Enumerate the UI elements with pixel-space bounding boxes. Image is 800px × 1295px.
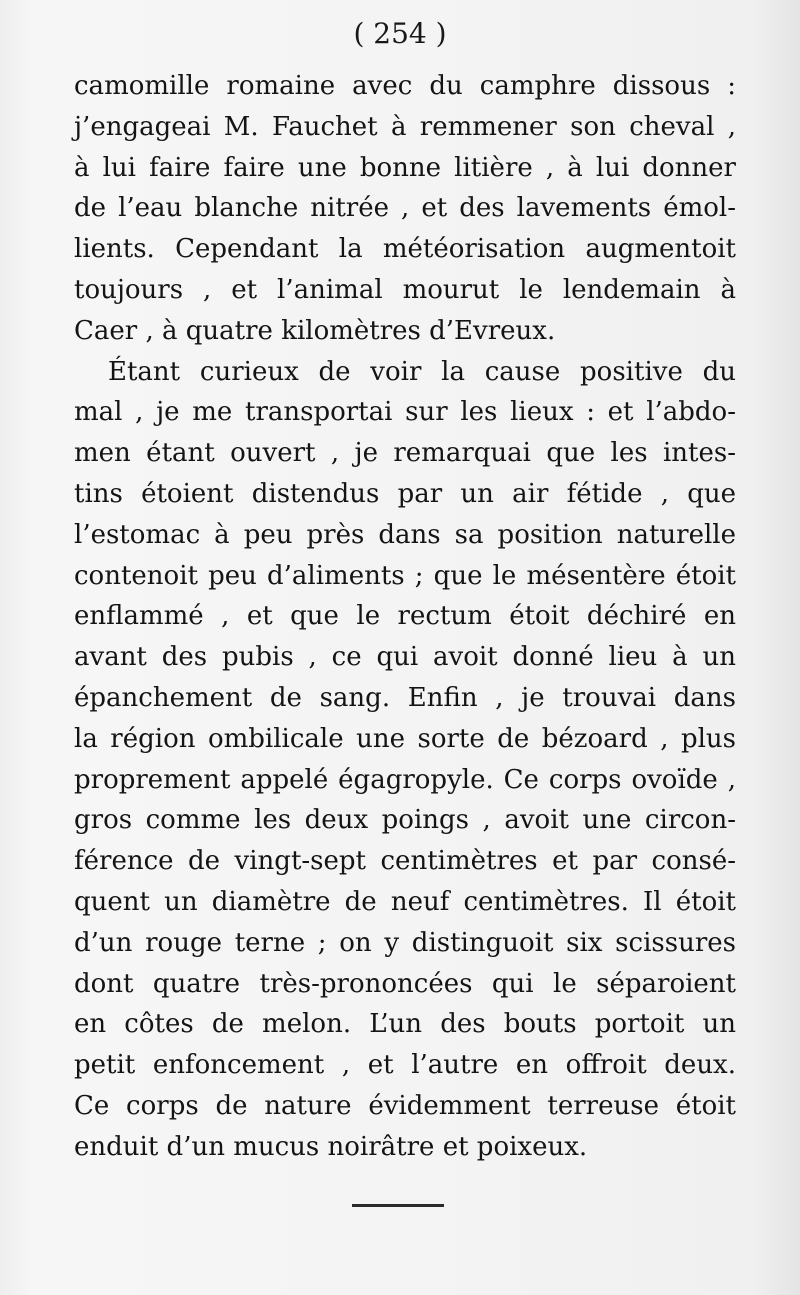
body-text [74, 66, 736, 1168]
paragraph-start-line: Étant curieux de voir la cause positive du [108, 356, 736, 387]
text-line: enduit d’un mucus noirâtre et poixeux. [74, 1131, 588, 1162]
text-line: tins étoient distendus par un air fétide , que [74, 478, 736, 509]
text-line: j’engageai M. Fauchet à remmener son cheval , [74, 111, 736, 142]
text-line: avant des pubis , ce qui avoit donné lieu à un [74, 642, 736, 673]
text-line: mal , je me transportai sur les lieux : et l’abdo- [74, 397, 736, 428]
text-line: men étant ouvert , je remarquai que les intes- [74, 438, 736, 469]
text-line: camomille romaine avec du camphre dissous : [74, 71, 736, 101]
text-line: en côtes de melon. L’un des bouts portoit un [74, 1009, 736, 1040]
text-line: Caer , à quatre kilomètres d’Evreux. [74, 315, 556, 346]
text-line: enflammé , et que le rectum étoit déchiré en [74, 601, 736, 632]
text-line: lients. Cependant la météorisation augmentoit [74, 234, 736, 265]
text-line: épanchement de sang. Enfin , je trouvai dans [74, 682, 736, 713]
text-line: Ce corps de nature évidemment terreuse étoit [74, 1090, 736, 1121]
text-line: petit enfoncement , et l’autre en offroit deux. [74, 1050, 736, 1081]
text-line: à lui faire faire une bonne litière , à lui donner [74, 152, 736, 183]
text-line: proprement appelé égagropyle. Ce corps ovoïde , [74, 764, 736, 795]
text-line: toujours , et l’animal mourut le lendemain à [74, 274, 736, 305]
text-line: la région ombilicale une sorte de bézoard , plus [74, 723, 736, 754]
text-line: gros comme les deux poings , avoit une circon- [74, 805, 736, 836]
text-line: dont quatre très-prononcées qui le séparoient [74, 968, 736, 999]
end-rule [352, 1204, 444, 1207]
text-line: férence de vingt-sept centimètres et par consé- [74, 846, 736, 877]
text-line: contenoit peu d’aliments ; que le mésentère étoit [74, 560, 736, 591]
page-number: ( 254 ) [353, 17, 447, 50]
text-line: quent un diamètre de neuf centimètres. Il étoit [74, 886, 736, 917]
text-line: de l’eau blanche nitrée , et des lavements émol- [74, 193, 736, 224]
text-line: d’un rouge terne ; on y distinguoit six scissures [74, 927, 736, 958]
text-line: l’estomac à peu près dans sa position naturelle [74, 519, 736, 550]
